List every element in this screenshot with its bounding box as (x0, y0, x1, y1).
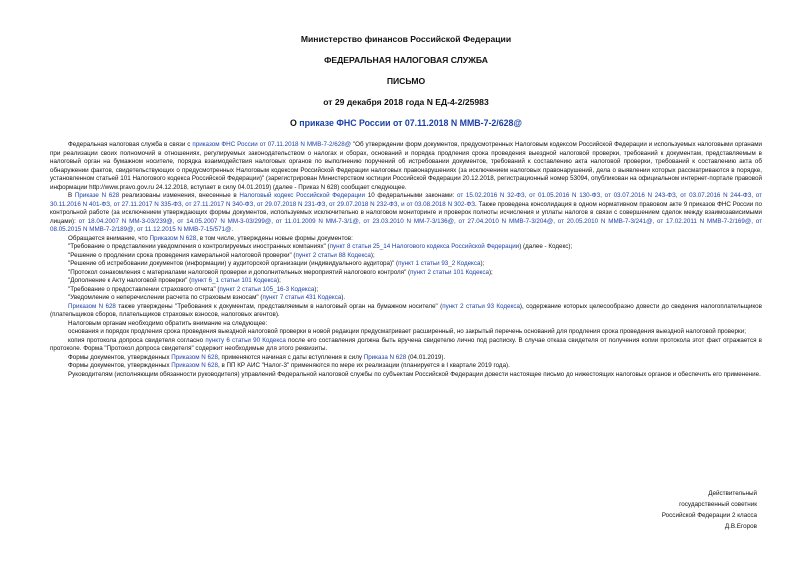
doc-type-heading: ПИСЬМО (386, 76, 426, 86)
federal-laws-links[interactable]: от 15.02.2016 N 32-ФЗ, от 01.05.2016 N 130-ФЗ, от 03.07.2016 N 243-ФЗ, от 03.07.2016 N 244-ФЗ, от 30.11.2016 N 401-ФЗ, от 27.11.2017 N 335-ФЗ, от 27.11.2017 N 340-ФЗ, от 29.07.2018 N 231-ФЗ, от 29.07.2018 N 232-ФЗ, и от 03.08.2018 N 302-ФЗ (50, 192, 762, 208)
text: реализованы изменения, внесенные в (119, 192, 240, 199)
text: "Решение об истребовании документов (информации) у аудиторской организации (индивидуального аудитора)" ( (68, 260, 399, 267)
text: (04.01.2019). (406, 353, 446, 361)
text: "Решение о продлении срока проведения камеральной налоговой проверки" ( (68, 251, 296, 259)
text: "Требование о представлении уведомления о контролируемых иностранных компаниях" ( (68, 243, 330, 250)
paragraph-5: Налоговым органам необходимо обратить внимание на следующее: (68, 319, 268, 327)
paragraph-10: Руководителям (исполняющим обязанности руководителя) управлений Федеральной налоговой службы по субъектам Российской Федерации довести настоящее письмо до нижестоящих налоговых органов и обеспечить его применение. (68, 370, 761, 378)
text: после его составления должна быть вручена свидетелю лично под расписку. В случае отказа свидетеля от получения копии протокола этот факт отражается в протоколе. Форма "Протокол допроса свидетеля" содержит необходимые для этого реквизиты. (50, 336, 762, 352)
subject-link[interactable]: приказе ФНС России от 07.11.2018 N ММВ-7-2/628@ (299, 118, 523, 128)
text: ); (480, 260, 485, 267)
signature-line: Российской Федерации 2 класса (661, 512, 757, 519)
signature-line: Действительный (708, 490, 757, 497)
text: ); (370, 251, 375, 259)
text: ) (далее - Кодекс); (519, 243, 573, 250)
text: , в ПП КР АИС "Налог-3" применяются по мере их реализации (планируется в I квартале 2019 года). (217, 362, 510, 369)
date-number-heading: от 29 декабря 2018 года N ЕД-4-2/25983 (323, 97, 489, 107)
text: ); (314, 285, 319, 293)
letter-body (50, 141, 762, 379)
consolidated-orders-links[interactable]: от 18.04.2007 N ММ-3-03/239@, от 14.05.2007 N ММ-3-03/299@, от 11.01.2009 N ММ-7-3/1@, от 23.03.2010 N ММ-7-3/136@, от 27.04.2010 N ММВ-7-3/204@, от 20.05.2010 N ММВ-7-3/241@, от 17.02.2011 N ММВ-7-2/169@, от 08.05.2015 N ММВ-7-2/189@, от 11.12.2015 N ММВ-7-15/571@ (50, 217, 762, 233)
service-heading: ФЕДЕРАЛЬНАЯ НАЛОГОВАЯ СЛУЖБА (324, 55, 488, 65)
text: Формы документов, утвержденных (68, 362, 172, 369)
article-link[interactable]: пункт 2 статьи 105_16-3 Кодекса (219, 285, 315, 293)
text: ), содержание которых целесообразно довести до сведения налогоплательщиков (плательщиков сборов, плательщиков страховых взносов, налоговых агентов). (50, 302, 762, 318)
text: . (231, 226, 234, 233)
subject-prefix: О (289, 118, 300, 128)
list-item (50, 294, 762, 303)
text: , в том числе, утверждены новые формы документов: (196, 234, 353, 242)
text: копия протокола допроса свидетеля согласно (68, 336, 206, 344)
text: Обращается внимание, что (68, 234, 150, 242)
article-link[interactable]: пункт 1 статьи 93_2 Кодекса (398, 260, 481, 267)
article-link[interactable]: пункт 6_1 статьи 101 Кодекса (191, 277, 277, 284)
text: Федеральная налоговая служба в связи с (68, 141, 193, 148)
subject-heading (50, 118, 762, 128)
text: ); (488, 268, 493, 276)
article-link[interactable]: пункт 7 статьи 431 Кодекса (262, 294, 342, 301)
list-item (50, 252, 762, 261)
list-item (50, 243, 762, 252)
order-link[interactable]: приказом ФНС России от 07.11.2018 N ММВ-7-2/628@ (192, 141, 352, 148)
text: "Об утверждении форм документов, предусмотренных Налоговым кодексом Российской Федерации и используемых налоговыми органами при реализации своих полномочий в отношениях, регулируемых законодательством о налогах и сборах, оснований и порядка продления срока проведения выездной налоговой проверки, требований к документам, представляемым в налоговый орган на бумажном носителе, порядка взаимодействия налоговых органов по выполнению поручений об истребовании документов, требований к составлению акта налоговой проверки, требований к составлению акта об обнаружении фактов, свидетельствующих о предусмотренных Налоговым кодексом Российской Федерации налоговых правонарушениях (за исключением налоговых правонарушений, дела о выявлении которых рассматриваются в порядке, установленном статьей 101 Налогового кодекса Российской Федерации)" (зарегистрирован Министерством юстиции Российской Федерации 20.12.2018, регистрационный номер 53094, опубликован на официальном интернет-портале правовой информации http://www.pravo.gov.ru 24.12.2018, вступает в силу 04.01.2019) (далее - Приказ N 628) сообщает следующее. (50, 141, 763, 191)
ministry-heading: Министерство финансов Российской Федерации (300, 34, 512, 44)
order-628-link[interactable]: Приказом N 628 (149, 234, 197, 242)
order-628-link[interactable]: Приказом N 628 (171, 362, 218, 369)
text: 10 федеральными законами: (365, 192, 458, 199)
list-item (50, 269, 762, 278)
paragraph-6: основания и порядок продления срока проведения выездной налоговой проверки в новой редакции предусматривает расширенный, но закрытый перечень оснований для продления срока проведения выездной налоговой проверки; (68, 328, 746, 335)
paragraph-8 (50, 354, 762, 363)
text: также утверждены "Требования к документам, представляемым в налоговый орган на бумажном носителе" ( (115, 302, 443, 310)
order-628-link[interactable]: Приказом N 628 (68, 302, 116, 310)
paragraph-3 (50, 235, 762, 244)
order-628-link[interactable]: Приказом N 628 (171, 353, 218, 361)
text: . Также проведена консолидация в одном нормативном правовом акте 9 приказов ФНС России по контрольной работе (за исключением утверждающих формы документов, используемых исключительно в налоговом мониторинге и проверок полноты исчисления и уплаты налогов в связи с совершением сделок между взаимозависимыми лицами): (50, 200, 762, 225)
text: ); (277, 277, 281, 284)
order-628-link[interactable]: Приказе N 628 (74, 192, 120, 199)
text: ). (341, 294, 346, 301)
article-link[interactable]: пункт 2 статьи 93 Кодекса (442, 302, 520, 310)
list-item (50, 277, 762, 286)
text: "Протокол ознакомления с материалами налоговой проверки и дополнительных мероприятий налогового контроля" ( (68, 268, 411, 276)
signature-block (662, 488, 757, 532)
article-link[interactable]: пункту 6 статьи 90 Кодекса (205, 336, 286, 344)
list-item (50, 286, 762, 295)
list-item (50, 260, 762, 269)
text: Формы документов, утвержденных (68, 353, 172, 361)
document (50, 34, 762, 379)
order-628-link[interactable]: Приказа N 628 (363, 353, 407, 361)
paragraph-9 (50, 362, 762, 371)
text: "Требование о предоставлении страхового отчета" ( (68, 285, 220, 293)
text: "Уведомление о неперечислении расчета по страховым взносам" ( (68, 294, 263, 301)
signatory-name: Д.В.Егоров (724, 523, 757, 530)
article-link[interactable]: пункт 2 статьи 88 Кодекса (295, 251, 371, 259)
text: "Дополнение к Акту налоговой проверки" ( (68, 277, 192, 284)
article-link[interactable]: пункт 2 статьи 101 Кодекса (410, 268, 489, 276)
paragraph-4 (50, 303, 762, 320)
paragraph-2 (50, 192, 762, 235)
text: , применяются начиная с даты вступления в силу (217, 353, 364, 361)
article-link[interactable]: пункт 8 статьи 25_14 Налогового кодекса Российской Федерации (329, 243, 520, 250)
paragraph-7 (50, 337, 762, 354)
tax-code-link[interactable]: Налоговый кодекс Российской Федерации (239, 192, 366, 199)
signature-line: государственный советник (679, 501, 757, 508)
text: В (68, 192, 75, 199)
paragraph-1 (50, 141, 762, 192)
